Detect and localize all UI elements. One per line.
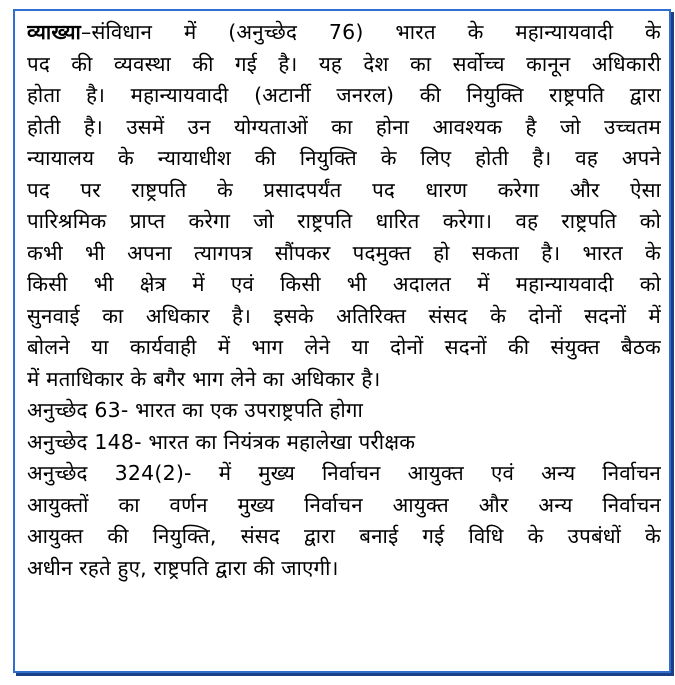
text-line: में मताधिकार के बगैर भाग लेने का अधिकार है। xyxy=(27,366,381,391)
explanation-heading: व्याख्या xyxy=(27,20,82,44)
text-line: पद की व्यवस्था की गई है। यह देश का सर्वोच्च कानून अधिकारी xyxy=(27,51,661,76)
article-148: अनुच्छेद 148- भारत का नियंत्रक महालेखा परीक्षक xyxy=(27,429,416,454)
text-line: कभी भी अपना त्यागपत्र सौंपकर पदमुक्त हो सकता है। भारत के xyxy=(27,240,661,265)
text-line: किसी भी क्षेत्र में एवं किसी भी अदालत में महान्यायवादी को xyxy=(27,272,661,296)
text-line: सुनवाई का अधिकार है। इसके अतिरिक्त संसद के दोनों सदनों में xyxy=(27,303,661,328)
text-line: होती है। उसमें उन योग्यताओं का होना आवश्यक है जो उच्चतम xyxy=(27,114,661,139)
text-line: पद पर राष्ट्रपति के प्रसादपर्यंत पद धारण करेगा और ऐसा xyxy=(27,177,661,202)
text-line: न्यायालय के न्यायाधीश की नियुक्ति के लिए होती है। वह अपने xyxy=(27,146,661,170)
article-63: अनुच्छेद 63- भारत का एक उपराष्ट्रपति होगा xyxy=(27,398,363,422)
text-line: बोलने या कार्यवाही में भाग लेने या दोनों सदनों की संयुक्त बैठक xyxy=(27,335,661,359)
explanation-text xyxy=(27,17,661,584)
explanation-box xyxy=(13,9,671,673)
text-line xyxy=(27,17,661,49)
article-324-line: आयुक्त की नियुक्ति, संसद द्वारा बनाई गई विधि के उपबंधों के xyxy=(27,524,661,548)
article-324-line: आयुक्तों का वर्णन मुख्य निर्वाचन आयुक्त और अन्य निर्वाचन xyxy=(27,492,661,517)
text-line: पारिश्रमिक प्राप्त करेगा जो राष्ट्रपति धारित करेगा। वह राष्ट्रपति को xyxy=(27,209,661,233)
text-line: होता है। महान्यायवादी (अटार्नी जनरल) की नियुक्ति राष्ट्रपति द्वारा xyxy=(27,83,661,107)
article-324-line: अधीन रहते हुए, राष्ट्रपति द्वारा की जाएगी। xyxy=(27,555,339,580)
text-line-content: –संविधान में (अनुच्छेद 76) भारत के महान्यायवादी के xyxy=(81,20,661,44)
article-324-line: अनुच्छेद 324(2)- में मुख्य निर्वाचन आयुक्त एवं अन्य निर्वाचन xyxy=(27,461,661,485)
